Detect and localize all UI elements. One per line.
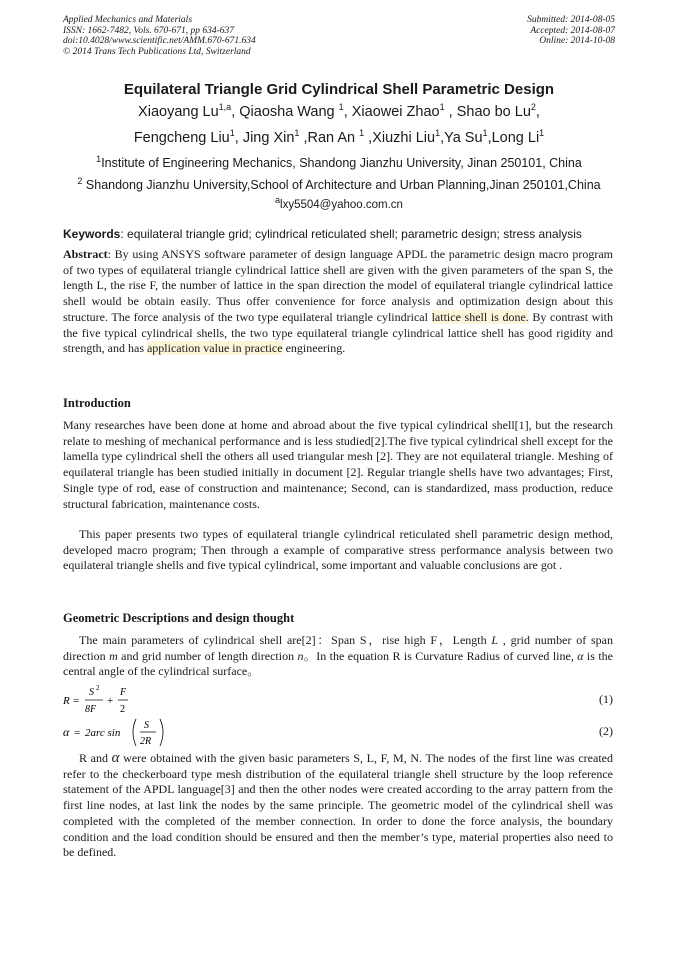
author-name: Shao bo Lu	[456, 104, 531, 120]
equation-number: (1)	[599, 692, 613, 706]
svg-text:R: R	[63, 695, 70, 707]
svg-text:=: =	[74, 727, 81, 739]
doi-line: doi:10.4028/www.scientific.net/AMM.670-671.634	[63, 36, 256, 47]
copyright-line: © 2014 Trans Tech Publications Ltd, Switzerland	[63, 46, 251, 57]
author-line-1: Xiaoyang Lu$^{1,a}$, Qiaosha Wang $^1$, Xiaowei Zhao$^1$ , Shao bo Lu$^2$,	[138, 102, 540, 120]
keywords: Keywords: equilateral triangle grid; cylindrical reticulated shell; parametric design; stress analysis	[63, 227, 582, 241]
author-name: Xiaowei Zhao	[351, 104, 440, 120]
author-name: Jing Xin	[242, 130, 295, 146]
equation-1	[63, 683, 613, 717]
equation-number: (2)	[599, 724, 613, 738]
author-name: Long Li	[491, 130, 540, 146]
svg-text:2: 2	[96, 684, 100, 692]
equation-2-formula	[63, 715, 203, 749]
accepted-date: Accepted: 2014-08-07	[530, 25, 615, 36]
affiliation-2: $^2$ Shandong Jianzhu University,School of Architecture and Urban Planning,Jinan 250101,China	[77, 175, 601, 192]
journal-header-left	[63, 15, 256, 57]
author-name: Xiuzhi Liu	[372, 130, 436, 146]
svg-text:S: S	[144, 720, 149, 731]
online-date: Online: 2014-10-08	[539, 36, 615, 47]
highlighted-phrase: application value in practice	[146, 341, 283, 356]
author-name: Ran An	[307, 130, 356, 146]
abstract-text: : By using ANSYS software parameter of design language APDL the parametric design macro program of two types of equilateral triangle cylindrical lattice shell are given with the given parameters of the span S, the length L, the rise F, the number of lattice in the span direction the model of equilateral triangle cylindrical lattice shell would be obtain easily. Thus offer convenience for force analysis and optimization design about this structure. The force analysis of the two type equilateral triangle cylindrical lattice shell is done. By contrast with the five typical cylindrical shells, the two type equilateral triangle cylindrical lattice shell has good rigidity and strength, and has application value in practice engineering.	[63, 247, 613, 356]
svg-text:+: +	[107, 695, 114, 707]
svg-text:2arc sin: 2arc sin	[85, 727, 121, 739]
author-line-2: Fengcheng Liu$^1$, Jing Xin$^1$ ,Ran An $^1$ ,Xiuzhi Liu$^1$,Ya Su$^1$,Long Li$^1$	[133, 128, 545, 146]
geometric-paragraph-2: R and α were obtained with the given basic parameters S, L, F, M, N. The nodes of the first line was created refer to the checkerboard type mesh distribution of the equilateral triangle shell structure by the loop reference statement of the APDL language[3] and then the other nodes were created according to the array pattern from the first line nodes, at last link the nodes by the same principle. The geometric model of the cylindrical shell was completed with the completed of the member connection. In order to done the force analysis, the boundary condition and the load condition should be ensured and then the member’s type, material properties also need to be defined.	[63, 750, 613, 860]
author-name: Xiaoyang Lu	[138, 104, 219, 120]
svg-text:2: 2	[120, 704, 125, 715]
geometric-paragraph-1: The main parameters of cylindrical shell are[2]：Span S，rise high F，Length L , grid number of span direction m and grid number of length direction n。In the equation R is Curvature Radius of curved line, α is the central angle of the cylindrical surface。	[63, 633, 613, 679]
author-name: Ya Su	[444, 130, 483, 146]
submitted-date: Submitted: 2014-08-05	[527, 15, 615, 25]
journal-name: Applied Mechanics and Materials	[63, 15, 193, 25]
svg-text:8F: 8F	[85, 704, 97, 715]
equation-2	[63, 715, 613, 749]
svg-text:α: α	[63, 725, 70, 739]
svg-text:2R: 2R	[140, 736, 152, 747]
introduction-paragraph-1: Many researches have been done at home and abroad about the five typical cylindrical shell[1], but the research relate to meshing of mechanical performance and is less studied[2].The five typical cylindrical shell except for the lamella type cylindrical shell the others all used triangular mesh [2]. They are not equilateral triangle. Meshing of equilateral triangle has been studied initially in document [2]. Regular triangle shells have two advantages; First, Single type of rod, ease of construction and maintenance; Second, can is standardized, mass production, reduce structural fabrication, maintenance costs.	[63, 418, 613, 511]
issn-line: ISSN: 1662-7482, Vols. 670-671, pp 634-637	[63, 25, 234, 36]
highlighted-phrase: lattice shell is done.	[431, 309, 529, 324]
abstract	[63, 247, 613, 357]
svg-text:S: S	[89, 687, 94, 698]
affiliation-1: $^1$Institute of Engineering Mechanics, Shandong Jianzhu University, Jinan 250101, China	[96, 153, 582, 170]
svg-text:=: =	[73, 695, 80, 707]
paper-title: Equilateral Triangle Grid Cylindrical Shell Parametric Design	[123, 81, 555, 98]
abstract-label: Abstract	[63, 247, 108, 261]
author-name: Qiaosha Wang	[239, 104, 335, 120]
journal-header-right	[527, 15, 615, 47]
equation-1-formula	[63, 683, 183, 717]
svg-text:F: F	[120, 687, 127, 698]
author-email: $^a$lxy5504@yahoo.com.cn	[275, 195, 403, 211]
introduction-paragraph-2: This paper presents two types of equilateral triangle cylindrical reticulated shell parametric design method, developed macro program; Then through a example of comparative stress performance analysis between two equilateral triangle shells and five typical cylindrical, some important and valuable conclusions are got .	[63, 527, 613, 573]
author-name: Fengcheng Liu	[133, 130, 230, 146]
section-heading-introduction: Introduction	[63, 396, 131, 410]
section-heading-geometric: Geometric Descriptions and design thought	[63, 611, 295, 625]
